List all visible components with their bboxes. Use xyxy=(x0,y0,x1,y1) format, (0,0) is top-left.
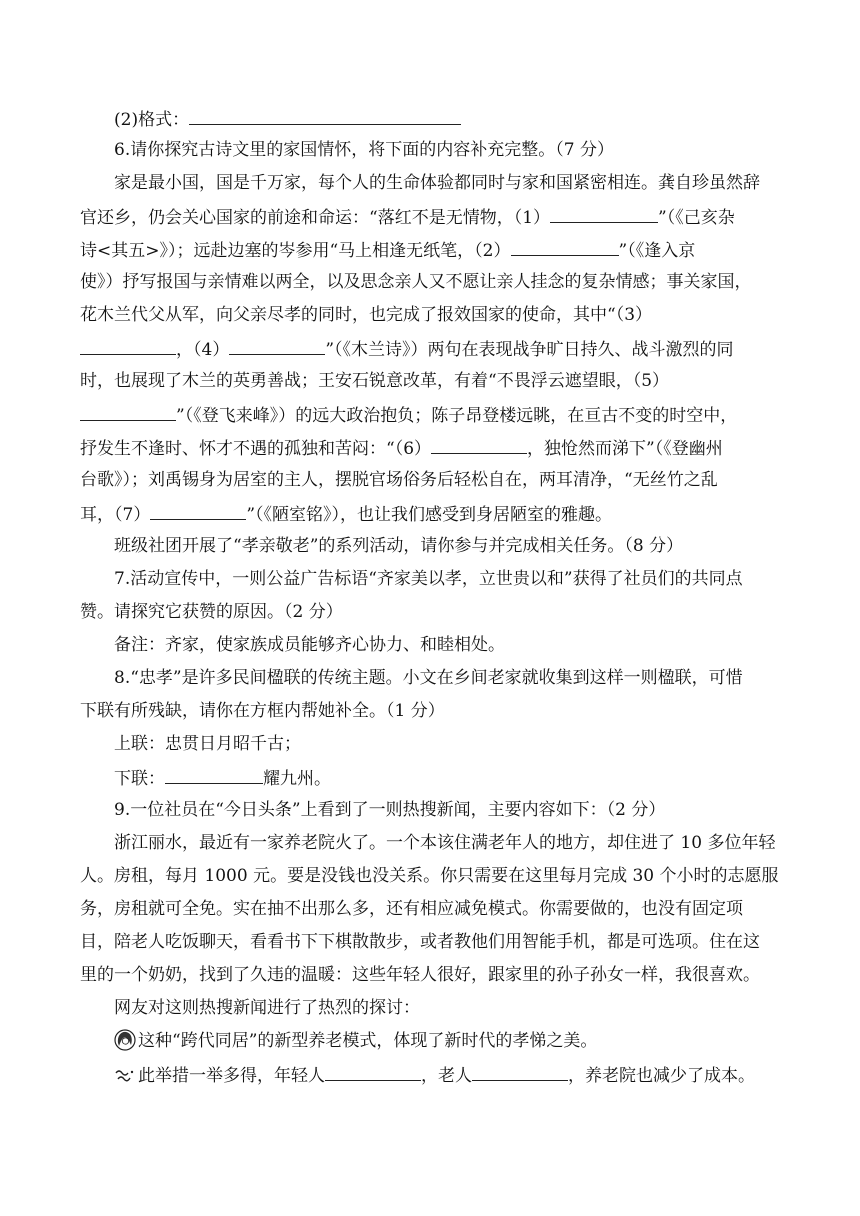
q6-paragraph-line: 时，也展现了木兰的英勇善战；王安石锐意改革，有着“不畏浮云遮望眼，（5） xyxy=(80,371,670,391)
q6-paragraph-line: 抒发生不逢时、怀才不遇的孤独和苦闷：“（6） ，独怆然而涕下”（《登幽州 xyxy=(80,435,723,461)
news-line: 务，房租就可全免。实在抽不出那么多，还有相应减免模式。你需要做的，也没有固定项 xyxy=(80,899,743,919)
answer-blank-4[interactable] xyxy=(229,336,325,355)
lower-couplet: 下联： 耀九州。 xyxy=(114,765,331,791)
q6-paragraph-line: 诗<其五>》）；远赴边塞的岑参用“马上相逢无纸笔，（2） ”（《逢入京 xyxy=(80,237,695,263)
q6-paragraph-line: 使》）抒写报国与亲情难以两全，以及思念亲人又不愿让亲人挂念的复杂情感；事关家国， xyxy=(80,272,752,292)
q6-paragraph-line: ，（4） ”（《木兰诗》）两句在表现战争旷日持久、战斗激烈的同 xyxy=(80,336,734,362)
q6-paragraph-line: 耳，（7） ”（《陋室铭》），也让我们感受到身居陋室的雅趣。 xyxy=(80,501,612,527)
news-line: 目，陪老人吃饭聊天，看看书下下棋散散步，或者教他们用智能手机，都是可选项。住在这 xyxy=(80,932,760,952)
q6-paragraph-line: 花木兰代父从军，向父亲尽孝的同时，也完成了报效国家的使命，其中“（3） xyxy=(80,305,653,325)
couplet-blank[interactable] xyxy=(165,765,263,784)
q8-line: 8.“忠孝”是许多民间楹联的传统主题。小文在乡间老家就收集到这样一则楹联，可惜 xyxy=(114,668,743,688)
answer-blank-6[interactable] xyxy=(431,435,527,454)
activity-intro: 班级社团开展了“孝亲敬老”的系列活动，请你参与并完成相关任务。（8 分） xyxy=(114,536,684,556)
q6-paragraph-line: 家是最小国，国是千万家，每个人的生命体验都同时与家和国紧密相连。龚自珍虽然辞 xyxy=(114,173,760,193)
answer-blank-1[interactable] xyxy=(550,204,658,223)
news-line: 里的一个奶奶，找到了久违的温暖：这些年轻人很好，跟家里的孙子孙女一样，我很喜欢。 xyxy=(80,965,760,985)
elderly-blank[interactable] xyxy=(472,1062,568,1081)
q6-heading: 6.请你探究古诗文里的家国情怀，将下面的内容补充完整。（7 分） xyxy=(114,140,614,160)
q6-paragraph-line: 台歌》）；刘禹锡身为居室的主人，摆脱官场俗务后轻松自在，两耳清净，“无丝竹之乱 xyxy=(80,470,718,490)
format-blank[interactable] xyxy=(189,106,461,125)
news-line: 人。房租，每月 1000 元。要是没钱也没关系。你只需要在这里每月完成 30 个小时的志愿服 xyxy=(80,866,779,886)
answer-blank-3[interactable] xyxy=(80,336,176,355)
answer-blank-7[interactable] xyxy=(150,501,246,520)
q7-line: 7.活动宣传中，一则公益广告标语“齐家美以孝，立世贵以和”获得了社员们的共同点 xyxy=(114,569,743,589)
q6-paragraph-line: ”（《登飞来峰》）的远大政治抱负；陈子昂登楼远眺，在亘古不变的时空中， xyxy=(80,402,737,428)
q5-format-line xyxy=(114,106,461,132)
answer-blank-5[interactable] xyxy=(80,402,176,421)
q7-note: 备注：齐家，使家族成员能够齐心协力、和睦相处。 xyxy=(114,635,505,655)
squiggle-avatar-icon xyxy=(114,1066,136,1082)
netizen-intro: 网友对这则热搜新闻进行了热烈的探讨： xyxy=(114,998,420,1018)
q8-line: 下联有所残缺，请你在方框内帮她补全。（1 分） xyxy=(80,701,445,721)
q7-line: 赞。请探究它获赞的原因。（2 分） xyxy=(80,602,343,622)
q9-heading: 9.一位社员在“今日头条”上看到了一则热搜新闻，主要内容如下：（2 分） xyxy=(114,800,666,820)
answer-blank-2[interactable] xyxy=(511,237,619,256)
q6-paragraph-line: 官还乡，仍会关心国家的前途和命运：“落红不是无情物，（1） ”（《己亥杂 xyxy=(80,204,735,230)
netizen-comment-2: 此举措一举多得，年轻人 ，老人 ，养老院也减少了成本。 xyxy=(114,1062,755,1088)
news-line: 浙江丽水，最近有一家养老院火了。一个本该住满老年人的地方，却住进了 10 多位年轻 xyxy=(114,833,776,853)
format-label: (2)格式： xyxy=(114,110,190,130)
young-people-blank[interactable] xyxy=(325,1062,421,1081)
upper-couplet: 上联：忠贯日月昭千古； xyxy=(114,734,301,754)
woman-avatar-icon xyxy=(114,1029,136,1051)
netizen-comment-1: 这种“跨代同居”的新型养老模式，体现了新时代的孝悌之美。 xyxy=(114,1029,597,1053)
